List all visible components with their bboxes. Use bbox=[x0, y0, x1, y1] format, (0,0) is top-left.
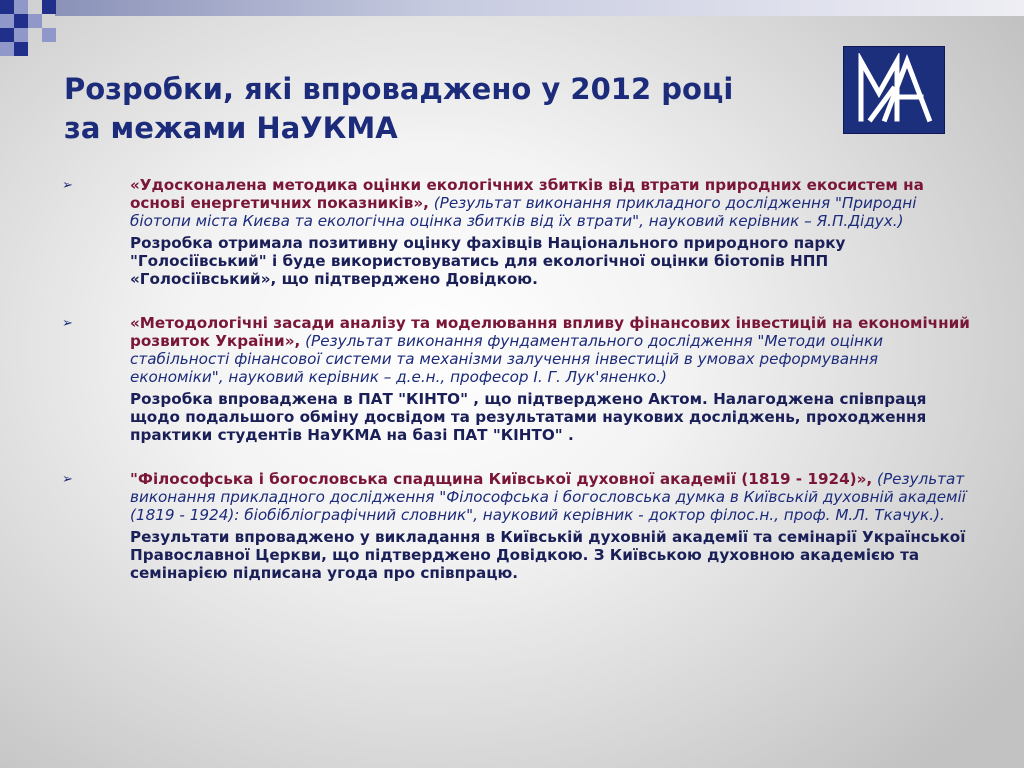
slide-content bbox=[62, 176, 972, 608]
title-line-2: за межами НаУКМА bbox=[64, 111, 398, 145]
item-heading: «Методологічні засади аналізу та моделювання впливу фінансових інвестицій на економічний розвиток України», bbox=[130, 314, 970, 350]
arrow-bullet-icon: ➢ bbox=[62, 316, 73, 331]
top-gradient-bar bbox=[55, 0, 1024, 16]
list-item bbox=[62, 314, 972, 444]
slide-title bbox=[64, 70, 824, 148]
item-detail: (Результат виконання прикладного дослідження "Природні біотопи міста Києва та екологічна оцінка збитків від їх втрати", науковий керівник – Я.П.Дідух.) bbox=[130, 194, 917, 230]
item-detail: (Результат виконання фундаментального дослідження "Методи оцінки стабільності фінансової системи та механізми залучення інвестицій в умовах реформування економіки", науковий керівник – д.е.н., професор І. Г. Лук'яненко.) bbox=[130, 332, 884, 386]
list-item bbox=[62, 176, 972, 288]
list-item bbox=[62, 470, 972, 582]
item-result: Результати впроваджено у викладання в Київській духовній академії та семінарії Української Православної Церкви, що підтверджено Довідкою. З Київською духовною академією та семінарією підписана угода про співпрацю. bbox=[130, 528, 966, 582]
item-result: Розробка отримала позитивну оцінку фахівців Національного природного парку "Голосіївський" і буде використовуватись для екологічної оцінки біотопів НПП «Голосіївський», що підтверджено Довідкою. bbox=[130, 234, 846, 288]
title-line-1: Розробки, які впроваджено у 2012 році bbox=[64, 72, 734, 106]
item-heading: «Удосконалена методика оцінки екологічних збитків від втрати природних екосистем на основі енергетичних показників», bbox=[130, 176, 924, 212]
arrow-bullet-icon: ➢ bbox=[62, 178, 73, 193]
item-heading: "Філософська і богословська спадщина Київської духовної академії (1819 - 1924)», bbox=[130, 470, 873, 488]
arrow-bullet-icon: ➢ bbox=[62, 472, 73, 487]
naukma-logo-icon bbox=[843, 46, 945, 134]
item-result: Розробка впроваджена в ПАТ "КІНТО" , що підтверджено Актом. Налагоджена співпраця щодо подальшого обміну досвідом та результатами наукових досліджень, проходження практики студентів НаУКМА на базі ПАТ "КІНТО" . bbox=[130, 390, 927, 444]
item-detail: (Результат виконання прикладного дослідження "Філософська і богословська думка в Київській духовній академії (1819 - 1924): біобібліографічний словник", науковий керівник - доктор філос.н., проф. М.Л. Ткачук.). bbox=[130, 470, 966, 524]
